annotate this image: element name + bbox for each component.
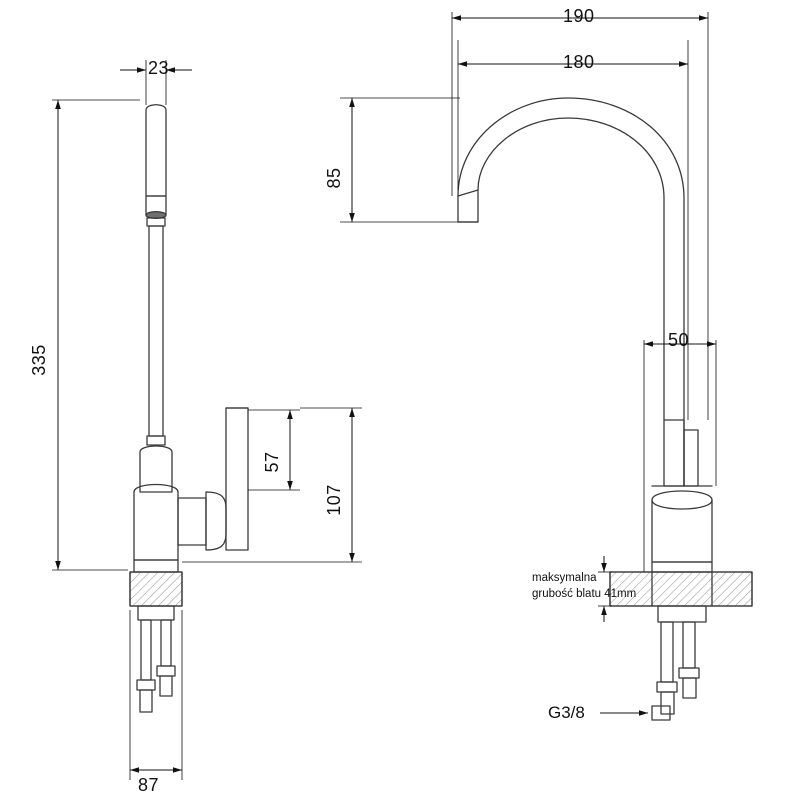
thread-size-label: G3/8 — [548, 703, 585, 722]
faucet-side-view — [130, 98, 752, 720]
countertop-thickness-note — [532, 571, 636, 602]
dimension-label-57: 57 — [262, 451, 282, 473]
dimension-label-335: 335 — [29, 344, 49, 376]
dimension-label-107: 107 — [324, 484, 344, 516]
dimension-label-180: 180 — [563, 52, 595, 72]
dimension-label-50: 50 — [668, 330, 690, 350]
dimension-label-23: 23 — [148, 58, 170, 78]
dimension-label-87: 87 — [138, 775, 160, 795]
note-line-1: maksymalna — [532, 572, 597, 584]
dimension-label-190: 190 — [563, 6, 595, 26]
note-line-2: grubość blatu 41mm — [532, 587, 637, 600]
dimension-label-85: 85 — [324, 167, 344, 189]
